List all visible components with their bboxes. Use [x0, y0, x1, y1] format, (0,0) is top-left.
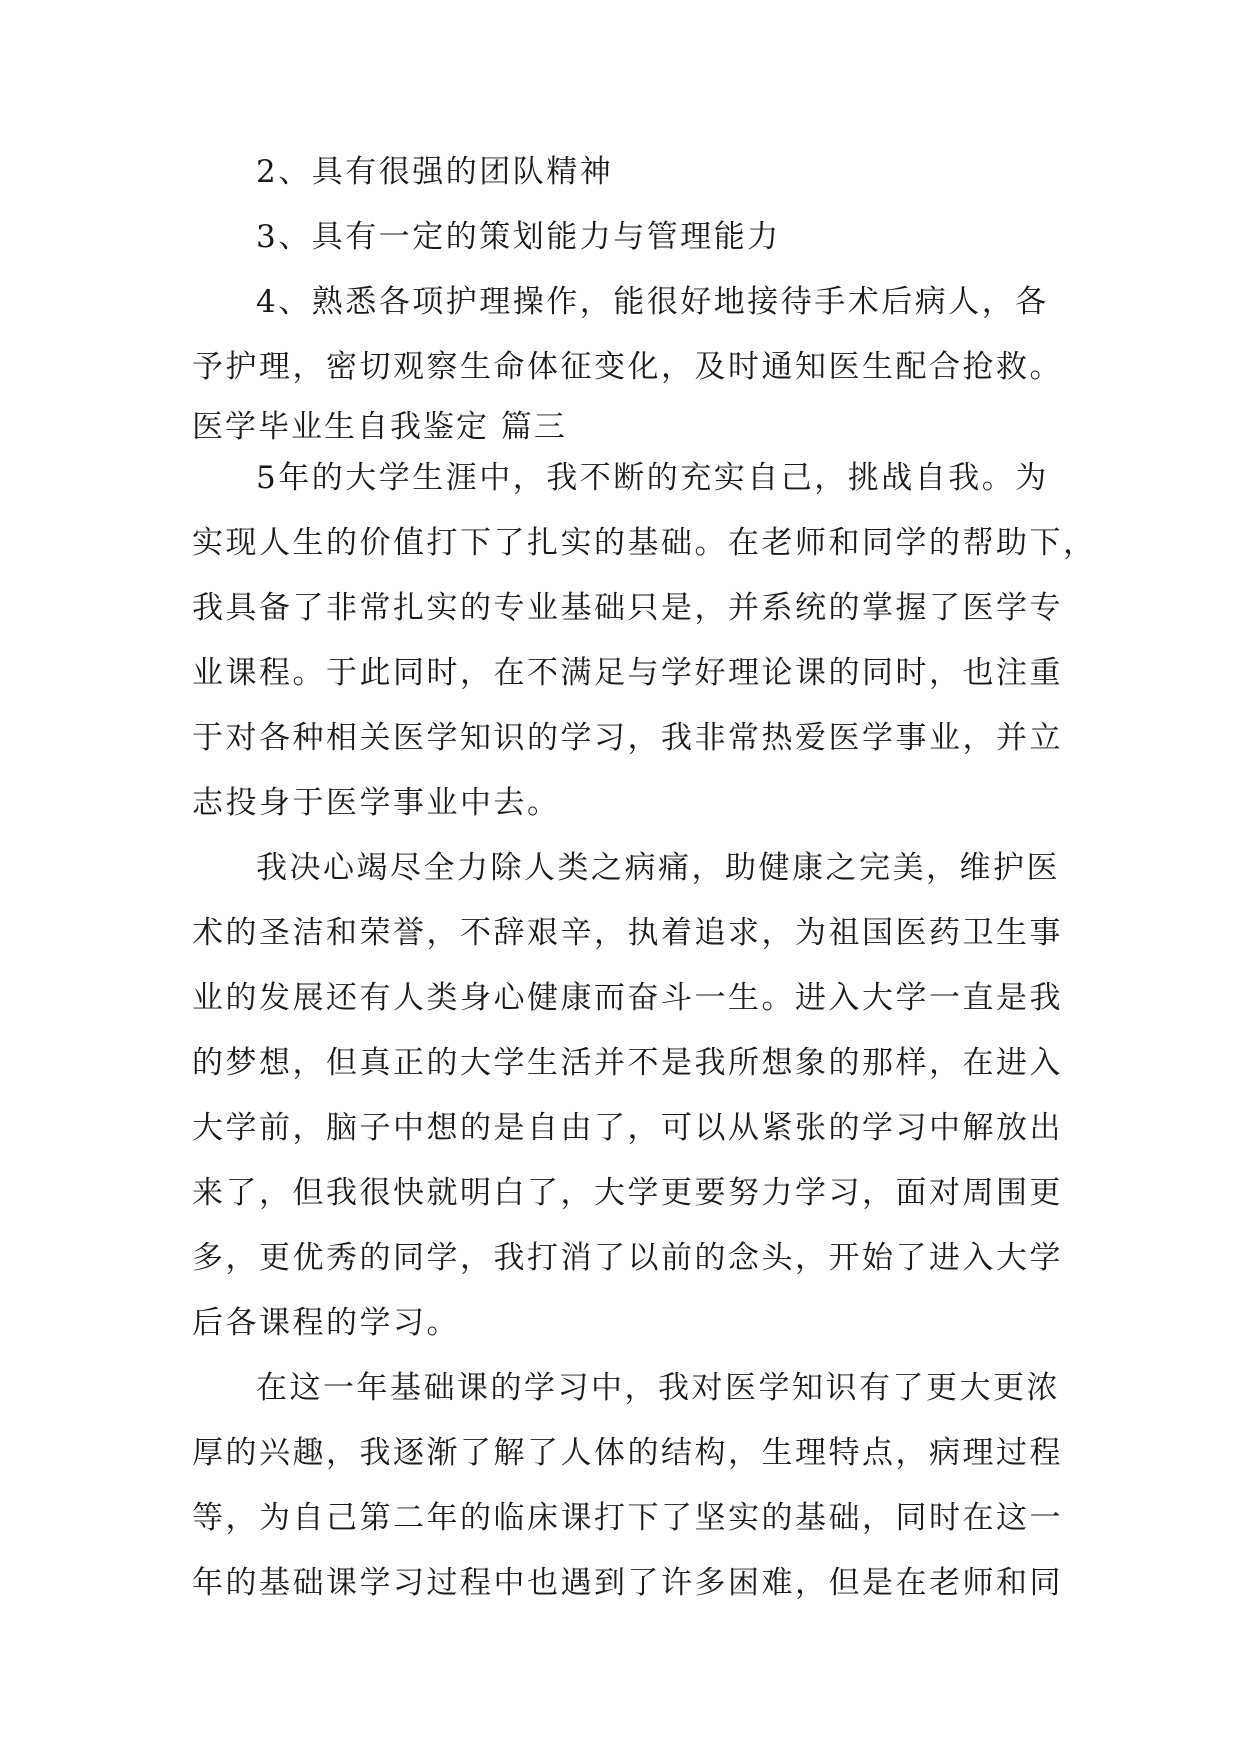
paragraph-line: 业课程。于此同时，在不满足与学好理论课的同时，也注重	[192, 655, 1063, 691]
qualification-list	[192, 140, 1063, 400]
paragraph-line: 厚的兴趣，我逐渐了解了人体的结构，生理特点，病理过程	[192, 1435, 1063, 1471]
paragraph-3	[192, 1356, 1063, 1616]
paragraph-line: 等，为自己第二年的临床课打下了坚实的基础，同时在这一	[192, 1500, 1063, 1536]
paragraph-line: 业的发展还有人类身心健康而奋斗一生。进入大学一直是我	[192, 980, 1063, 1016]
paragraph-line: 年的基础课学习过程中也遇到了许多困难，但是在老师和同	[192, 1565, 1063, 1601]
paragraph-line: 来了，但我很快就明白了，大学更要努力学习，面对周围更	[192, 1175, 1063, 1211]
list-item: 3、具有一定的策划能力与管理能力	[256, 219, 781, 255]
list-item: 4、熟悉各项护理操作，能很好地接待手术后病人，各	[256, 284, 1049, 320]
paragraph-line: 大学前，脑子中想的是自由了，可以从紧张的学习中解放出	[192, 1110, 1063, 1146]
paragraph-line: 5年的大学生涯中，我不断的充实自己，挑战自我。为	[256, 460, 1049, 496]
paragraph-line: 术的圣洁和荣誉，不辞艰辛，执着追求，为祖国医药卫生事	[192, 915, 1063, 951]
paragraph-1	[192, 446, 1097, 836]
paragraph-line: 于对各种相关医学知识的学习，我非常热爱医学事业，并立	[192, 720, 1063, 756]
paragraph-line: 实现人生的价值打下了扎实的基础。在老师和同学的帮助下，	[192, 525, 1097, 561]
section-title: 医学毕业生自我鉴定 篇三	[192, 409, 567, 445]
list-item-continuation: 予护理，密切观察生命体征变化，及时通知医生配合抢救。	[192, 349, 1063, 385]
list-item: 2、具有很强的团队精神	[256, 154, 614, 190]
paragraph-line: 我决心竭尽全力除人类之病痛，助健康之完美，维护医	[256, 850, 1060, 886]
paragraph-line: 后各课程的学习。	[192, 1305, 460, 1341]
paragraph-line: 多，更优秀的同学，我打消了以前的念头，开始了进入大学	[192, 1240, 1063, 1276]
paragraph-line: 的梦想，但真正的大学生活并不是我所想象的那样，在进入	[192, 1045, 1063, 1081]
paragraph-line: 我具备了非常扎实的专业基础只是，并系统的掌握了医学专	[192, 590, 1063, 626]
paragraph-2	[192, 836, 1063, 1356]
paragraph-line: 在这一年基础课的学习中，我对医学知识有了更大更浓	[256, 1370, 1060, 1406]
paragraph-line: 志投身于医学事业中去。	[192, 785, 561, 821]
